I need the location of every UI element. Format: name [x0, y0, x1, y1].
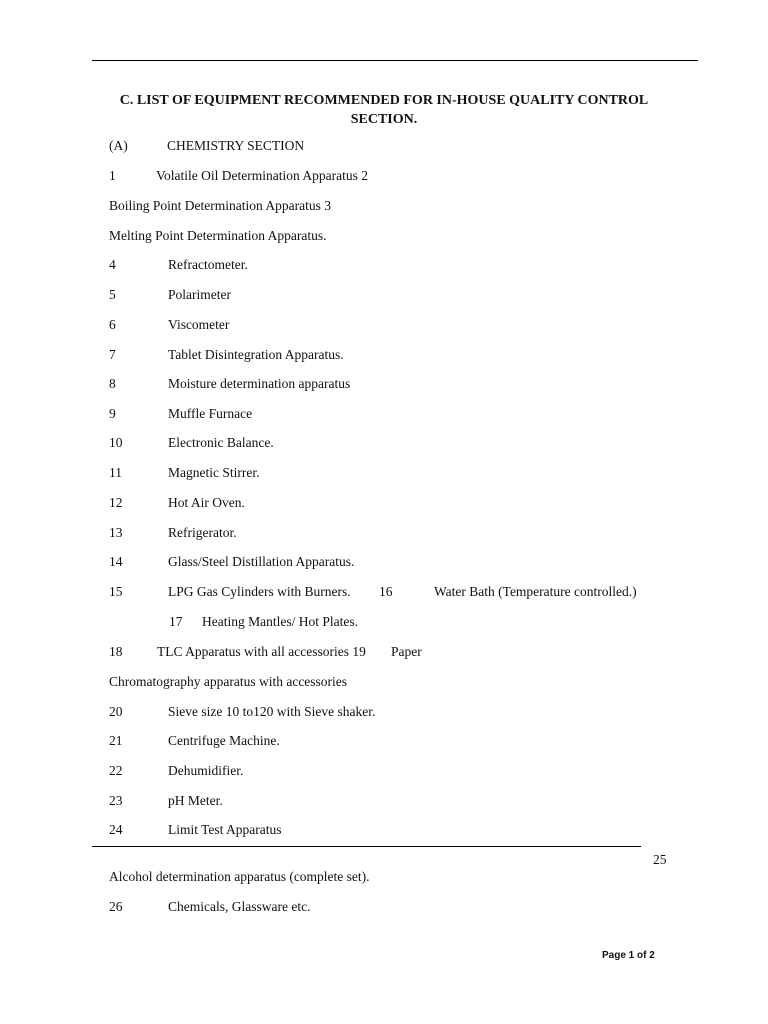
item-10-number: 10	[109, 435, 123, 450]
item-18-number: 18	[109, 644, 123, 659]
top-rule	[92, 60, 698, 61]
footnote-rule	[92, 846, 641, 847]
item-3-text: Melting Point Determination Apparatus.	[109, 228, 327, 243]
item-15-text: LPG Gas Cylinders with Burners.	[168, 584, 351, 599]
item-23-number: 23	[109, 793, 123, 808]
item-7-text: Tablet Disintegration Apparatus.	[168, 347, 344, 362]
item-22-text: Dehumidifier.	[168, 763, 244, 778]
item-25-number: 25	[653, 852, 667, 867]
item-5-text: Polarimeter	[168, 287, 231, 302]
item-21-number: 21	[109, 733, 123, 748]
item-8-number: 8	[109, 376, 116, 391]
item-14-text: Glass/Steel Distillation Apparatus.	[168, 554, 355, 569]
item-9-text: Muffle Furnace	[168, 406, 253, 421]
item-16-number: 16	[379, 584, 393, 599]
item-9-number: 9	[109, 406, 116, 421]
document-title: C. LIST OF EQUIPMENT RECOMMENDED FOR IN-HOUSE QUALITY CONTROL SECTION.	[119, 93, 649, 127]
section-label: (A)	[109, 138, 128, 153]
item-12-text: Hot Air Oven.	[168, 495, 245, 510]
item-26-number: 26	[109, 899, 123, 914]
item-2-text: Boiling Point Determination Apparatus 3	[109, 198, 331, 213]
item-10-text: Electronic Balance.	[168, 435, 274, 450]
item-23-text: pH Meter.	[168, 793, 223, 808]
item-4-text: Refractometer.	[168, 257, 248, 272]
item-11-number: 11	[109, 465, 122, 480]
item-24-number: 24	[109, 822, 123, 837]
item-6-number: 6	[109, 317, 116, 332]
item-15-number: 15	[109, 584, 123, 599]
item-13-text: Refrigerator.	[168, 525, 237, 540]
page-number: Page 1 of 2	[602, 950, 655, 961]
item-19-text-continued: Chromatography apparatus with accessories	[109, 674, 348, 689]
item-17-number: 17	[169, 614, 183, 629]
section-name: CHEMISTRY SECTION	[167, 138, 305, 153]
item-6-text: Viscometer	[168, 317, 230, 332]
item-19-text-start: Paper	[391, 644, 422, 659]
item-1-text: Volatile Oil Determination Apparatus 2	[156, 168, 368, 183]
item-11-text: Magnetic Stirrer.	[168, 465, 260, 480]
item-12-number: 12	[109, 495, 123, 510]
item-8-text: Moisture determination apparatus	[168, 376, 351, 391]
item-1-number: 1	[109, 168, 116, 183]
item-24-text: Limit Test Apparatus	[168, 822, 282, 837]
item-20-number: 20	[109, 704, 123, 719]
item-20-text: Sieve size 10 to120 with Sieve shaker.	[168, 704, 376, 719]
item-16-text: Water Bath (Temperature controlled.)	[434, 584, 637, 599]
item-13-number: 13	[109, 525, 123, 540]
item-25-text: Alcohol determination apparatus (complete set).	[109, 869, 370, 884]
item-21-text: Centrifuge Machine.	[168, 733, 280, 748]
item-5-number: 5	[109, 287, 116, 302]
item-14-number: 14	[109, 554, 123, 569]
item-22-number: 22	[109, 763, 123, 778]
item-4-number: 4	[109, 257, 116, 272]
item-26-text: Chemicals, Glassware etc.	[168, 899, 311, 914]
item-18-text: TLC Apparatus with all accessories 19	[157, 644, 366, 659]
item-7-number: 7	[109, 347, 116, 362]
item-17-text: Heating Mantles/ Hot Plates.	[202, 614, 358, 629]
